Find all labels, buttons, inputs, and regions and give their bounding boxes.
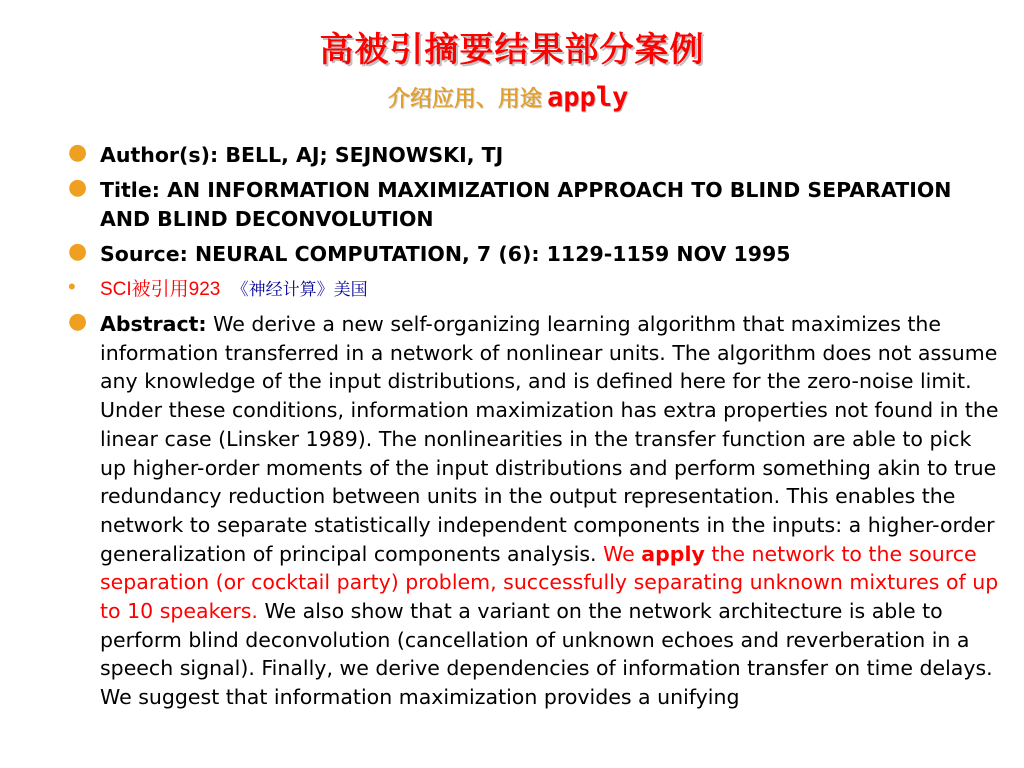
list-item-source (60, 240, 1000, 269)
bullet-dot-icon: ● (68, 175, 88, 200)
bullet-dot-icon: • (68, 274, 76, 299)
source-text: Source: NEURAL COMPUTATION, 7 (6): 1129-1159 NOV 1995 (100, 242, 791, 266)
list-item-author (60, 141, 1000, 170)
subtitle-chinese: 介绍应用、用途 (388, 87, 543, 112)
author-text: Author(s): BELL, AJ; SEJNOWSKI, TJ (100, 143, 504, 167)
sci-citations: SCI被引用923 (100, 279, 221, 300)
abstract-label: Abstract: (100, 312, 207, 336)
abstract-apply: apply (641, 541, 705, 566)
subtitle-apply: apply (547, 82, 629, 113)
list-item-title (60, 176, 1000, 234)
slide-subtitle (388, 82, 628, 113)
abstract-we: We (603, 541, 642, 566)
list-item-abstract (60, 310, 1000, 712)
abstract-highlight: the network to the source separation (or cocktail party) problem, successfully separating unknown mixtures of up to 10 speakers. (100, 541, 999, 624)
bullet-dot-icon: ● (68, 239, 88, 264)
list-item-sci (60, 275, 1000, 304)
slide-title: 高被引摘要结果部分案例 (319, 30, 705, 70)
journal-name: 《神经计算》美国 (231, 280, 368, 299)
bullet-dot-icon: ● (68, 140, 88, 165)
abstract-text-part1: We derive a new self-organizing learning algorithm that maximizes the information transferred in a network of nonlinear units. The algorithm does not assume any knowledge of the input distributions, and is defined here for the zero-noise limit. Under these conditions, information maximization has extra properties not found in the linear case (Linsker 1989). The nonlinearities in the transfer function are able to pick up higher-order moments of the input distributions and perform something akin to true redundancy reduction between units in the output representation. This enables the network to separate statistically independent components in the inputs: a higher-order generalization of principal components analysis. (100, 312, 999, 566)
paper-title-text: Title: AN INFORMATION MAXIMIZATION APPROACH TO BLIND SEPARATION AND BLIND DECONVOLUTION (100, 178, 952, 231)
bullet-dot-icon: ● (68, 309, 88, 334)
abstract-text-part2: We also show that a variant on the network architecture is able to perform blind deconvolution (cancellation of unknown echoes and reverberation in a speech signal). Finally, we derive dependencies of information transfer on time delays. We suggest that information maximization provides a unifying (100, 599, 993, 710)
bullet-list (60, 141, 1000, 712)
